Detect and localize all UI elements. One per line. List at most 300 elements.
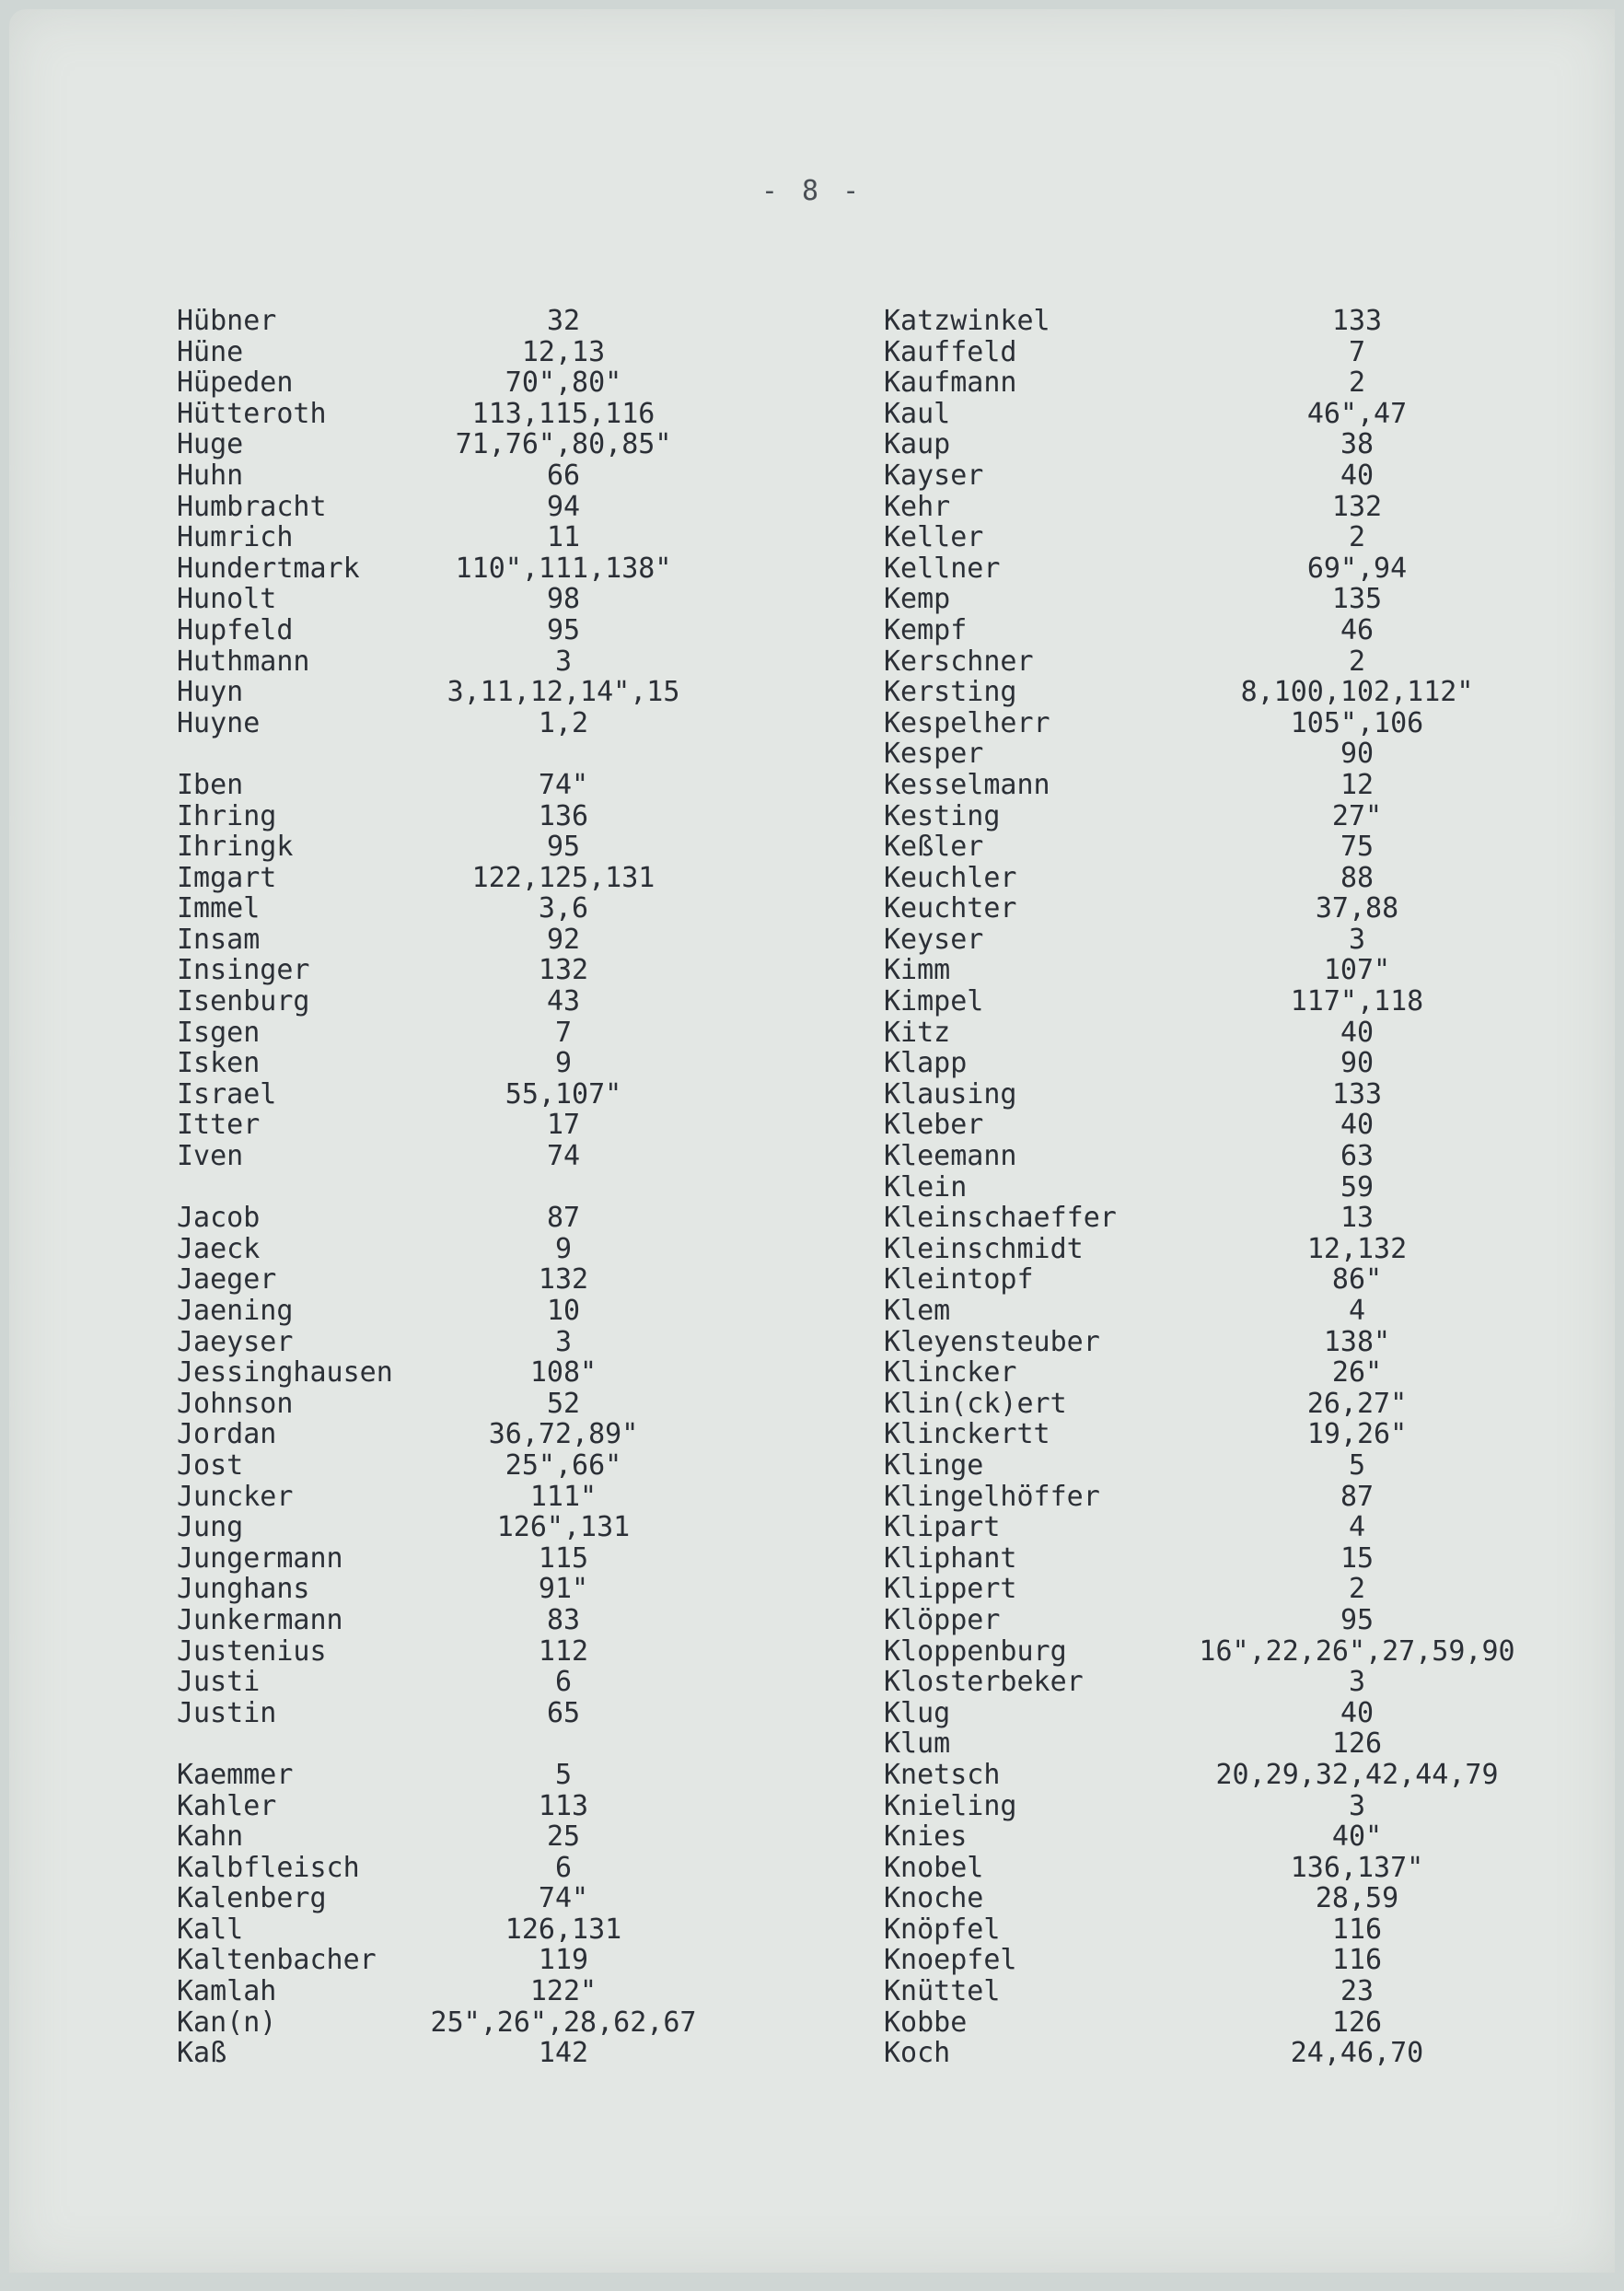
entry-pages: 7	[554, 1016, 573, 1049]
entry-name: Junghans	[177, 1573, 310, 1606]
index-entry	[177, 1419, 692, 1450]
index-entry	[884, 1450, 1528, 1482]
entry-pages: 12,132	[1306, 1232, 1408, 1265]
entry-pages: 117",118	[1290, 985, 1424, 1018]
entry-name: Immel	[177, 892, 261, 925]
entry-name: Knobel	[884, 1851, 984, 1884]
index-entry	[177, 1079, 692, 1111]
index-entry	[884, 429, 1528, 460]
index-column-left	[177, 305, 697, 2070]
index-entry	[177, 1327, 692, 1358]
entry-pages: 122,125,131	[471, 861, 655, 894]
entry-name: Insinger	[177, 954, 310, 987]
index-entry	[884, 1667, 1528, 1698]
entry-name: Justin	[177, 1696, 277, 1729]
index-entry	[884, 1079, 1528, 1111]
entry-pages: 98	[546, 583, 581, 616]
entry-name: Kemp	[884, 583, 951, 616]
index-entry	[884, 1883, 1528, 1914]
entry-name: Hütteroth	[177, 397, 327, 430]
index-entry	[177, 832, 692, 863]
entry-pages: 11	[546, 521, 581, 554]
index-entry	[884, 1357, 1528, 1389]
index-entry	[884, 1543, 1528, 1575]
entry-name: Johnson	[177, 1387, 294, 1420]
entry-name: Humrich	[177, 521, 294, 554]
entry-pages: 28,59	[1315, 1882, 1399, 1915]
entry-pages: 126	[1331, 1727, 1383, 1761]
index-entry	[177, 646, 692, 678]
entry-pages: 2	[1348, 366, 1366, 400]
entry-pages: 136,137"	[1290, 1851, 1424, 1884]
entry-pages: 95	[546, 613, 581, 646]
entry-name: Kaltenbacher	[177, 1944, 377, 1977]
entry-pages: 69",94	[1306, 552, 1408, 585]
entry-name: Jaening	[177, 1295, 294, 1327]
entry-name: Kleintopf	[884, 1263, 1034, 1297]
entry-name: Hübner	[177, 305, 277, 337]
entry-pages: 95	[1340, 1603, 1375, 1636]
entry-pages: 9	[554, 1047, 573, 1080]
index-entry	[884, 2007, 1528, 2039]
index-entry	[177, 615, 692, 646]
entry-pages: 126	[1331, 2006, 1383, 2039]
index-entry	[884, 1821, 1528, 1853]
entry-name: Keuchler	[884, 861, 1017, 894]
index-entry	[884, 1976, 1528, 2007]
index-entry	[884, 1698, 1528, 1729]
index-entry	[177, 708, 692, 739]
entry-name: Keyser	[884, 923, 984, 956]
index-entry	[177, 1636, 692, 1668]
entry-name: Klippert	[884, 1573, 1017, 1606]
entry-pages: 112	[538, 1634, 589, 1668]
index-entry	[884, 1853, 1528, 1884]
index-entry	[177, 1482, 692, 1513]
entry-pages: 38	[1340, 428, 1375, 461]
entry-pages: 12	[1340, 768, 1375, 801]
index-entry	[177, 1821, 692, 1853]
entry-pages: 75	[1340, 831, 1375, 864]
entry-name: Kitz	[884, 1016, 951, 1049]
index-entry	[884, 1512, 1528, 1543]
entry-name: Katzwinkel	[884, 305, 1050, 337]
index-entry	[177, 955, 692, 986]
entry-name: Jung	[177, 1511, 244, 1544]
entry-name: Kaul	[884, 397, 951, 430]
entry-pages: 3	[554, 1325, 573, 1358]
entry-pages: 43	[546, 985, 581, 1018]
index-entry	[177, 1760, 692, 1791]
index-entry	[177, 1574, 692, 1605]
index-entry	[177, 553, 692, 585]
index-entry	[884, 1327, 1528, 1358]
entry-name: Kesper	[884, 738, 984, 771]
entry-name: Klinge	[884, 1448, 984, 1482]
index-entry	[177, 1203, 692, 1234]
index-entry	[884, 399, 1528, 430]
entry-name: Huge	[177, 428, 244, 461]
entry-name: Kaufmann	[884, 366, 1017, 400]
entry-pages: 90	[1340, 738, 1375, 771]
entry-name: Isgen	[177, 1016, 261, 1049]
entry-pages: 92	[546, 923, 581, 956]
index-entry	[884, 770, 1528, 801]
entry-pages: 26"	[1331, 1356, 1383, 1390]
index-entry	[884, 925, 1528, 956]
entry-pages: 108"	[529, 1356, 597, 1390]
entry-name: Jordan	[177, 1418, 277, 1451]
entry-name: Knüttel	[884, 1975, 1001, 2008]
entry-pages: 13	[1340, 1202, 1375, 1235]
entry-pages: 138"	[1323, 1325, 1391, 1358]
entry-pages: 132	[538, 1263, 589, 1297]
entry-name: Juncker	[177, 1480, 294, 1513]
index-entry	[884, 1419, 1528, 1450]
entry-pages: 40	[1340, 459, 1375, 492]
entry-pages: 36,72,89"	[488, 1418, 639, 1451]
index-entry	[177, 399, 692, 430]
entry-name: Knöpfel	[884, 1913, 1001, 1946]
entry-pages: 40	[1340, 1016, 1375, 1049]
document-page	[9, 9, 1615, 2273]
index-entry	[177, 801, 692, 832]
entry-pages: 91"	[538, 1573, 589, 1606]
entry-pages: 9	[554, 1232, 573, 1265]
index-entry	[884, 1574, 1528, 1605]
index-entry	[884, 306, 1528, 337]
entry-pages: 1,2	[538, 706, 589, 739]
entry-pages: 132	[538, 954, 589, 987]
index-entry	[884, 801, 1528, 832]
entry-pages: 5	[1348, 1448, 1366, 1482]
entry-pages: 3	[554, 645, 573, 678]
entry-name: Kimpel	[884, 985, 984, 1018]
entry-pages: 70",80"	[505, 366, 622, 400]
index-entry	[177, 1450, 692, 1482]
entry-name: Kloppenburg	[884, 1634, 1067, 1668]
entry-name: Jaeyser	[177, 1325, 294, 1358]
index-entry	[177, 1667, 692, 1698]
entry-name: Ihring	[177, 799, 277, 832]
entry-name: Kleyensteuber	[884, 1325, 1100, 1358]
index-entry	[177, 522, 692, 553]
index-entry	[884, 832, 1528, 863]
index-entry	[177, 1605, 692, 1636]
entry-name: Kan(n)	[177, 2006, 277, 2039]
index-entry	[884, 1018, 1528, 1049]
entry-name: Isenburg	[177, 985, 310, 1018]
entry-name: Keller	[884, 521, 984, 554]
index-entry	[884, 584, 1528, 615]
index-entry	[884, 1945, 1528, 1976]
entry-name: Jaeck	[177, 1232, 261, 1265]
entry-name: Knoepfel	[884, 1944, 1017, 1977]
entry-name: Kalenberg	[177, 1882, 327, 1915]
entry-name: Klum	[884, 1727, 951, 1761]
entry-name: Klausing	[884, 1077, 1017, 1111]
entry-pages: 122"	[529, 1975, 597, 2008]
entry-pages: 23	[1340, 1975, 1375, 2008]
index-entry	[177, 1110, 692, 1141]
index-entry	[177, 1048, 692, 1079]
index-entry	[177, 1976, 692, 2007]
index-entry	[177, 893, 692, 925]
entry-name: Kahn	[177, 1820, 244, 1854]
index-entry	[177, 1141, 692, 1172]
entry-name: Klipart	[884, 1511, 1001, 1544]
entry-name: Jaeger	[177, 1263, 277, 1297]
entry-name: Kahler	[177, 1789, 277, 1822]
entry-name: Hunolt	[177, 583, 277, 616]
index-entry	[884, 367, 1528, 399]
index-entry	[177, 863, 692, 894]
index-entry	[177, 2006, 697, 2039]
index-entry	[884, 955, 1528, 986]
entry-pages: 52	[546, 1387, 581, 1420]
index-entry	[177, 1883, 692, 1914]
entry-pages: 87	[546, 1202, 581, 1235]
entry-name: Kimm	[884, 954, 951, 987]
entry-name: Kauffeld	[884, 335, 1017, 368]
entry-pages: 142	[538, 2037, 589, 2070]
entry-pages: 133	[1331, 1077, 1383, 1111]
entry-name: Imgart	[177, 861, 277, 894]
entry-pages: 3	[1348, 1666, 1366, 1699]
entry-name: Huthmann	[177, 645, 310, 678]
entry-name: Humbracht	[177, 490, 327, 523]
page-number: - 8 -	[760, 175, 864, 207]
entry-name: Klein	[884, 1170, 968, 1204]
entry-name: Hüne	[177, 335, 244, 368]
entry-name: Justenius	[177, 1634, 327, 1668]
index-entry	[884, 986, 1528, 1018]
entry-pages: 74	[546, 1140, 581, 1173]
entry-name: Klinckertt	[884, 1418, 1050, 1451]
entry-pages: 90	[1340, 1047, 1375, 1080]
entry-pages: 24,46,70	[1290, 2037, 1424, 2070]
entry-name: Kellner	[884, 552, 1001, 585]
index-entry	[884, 492, 1528, 523]
entry-name: Knetsch	[884, 1758, 1001, 1791]
index-entry	[177, 1791, 692, 1822]
index-entry	[884, 615, 1528, 646]
entry-pages: 37,88	[1315, 892, 1399, 925]
entry-pages: 111"	[529, 1480, 597, 1513]
entry-name: Klug	[884, 1696, 951, 1729]
index-entry	[884, 1203, 1528, 1234]
index-entry	[884, 2038, 1528, 2069]
entry-pages: 6	[554, 1666, 573, 1699]
entry-pages: 12,13	[521, 335, 606, 368]
entry-name: Kesselmann	[884, 768, 1050, 801]
index-entry	[177, 306, 692, 337]
index-entry	[884, 863, 1528, 894]
index-entry	[884, 1636, 1528, 1668]
entry-pages: 19,26"	[1306, 1418, 1408, 1451]
entry-pages: 136	[538, 799, 589, 832]
entry-name: Kaup	[884, 428, 951, 461]
index-entry	[177, 1234, 692, 1265]
index-entry	[177, 1512, 692, 1543]
entry-pages: 32	[546, 305, 581, 337]
entry-pages: 25",66"	[505, 1448, 622, 1482]
entry-name: Kaß	[177, 2037, 227, 2070]
index-entry	[884, 1791, 1528, 1822]
entry-name: Klem	[884, 1295, 951, 1327]
index-entry	[177, 1296, 692, 1327]
entry-pages: 40	[1340, 1696, 1375, 1729]
entry-pages: 46	[1340, 613, 1375, 646]
index-entry	[884, 1605, 1528, 1636]
entry-name: Insam	[177, 923, 261, 956]
entry-name: Kliphant	[884, 1541, 1017, 1575]
entry-name: Klapp	[884, 1047, 968, 1080]
index-entry	[177, 1264, 692, 1296]
entry-name: Klin(ck)ert	[884, 1387, 1067, 1420]
entry-pages: 40	[1340, 1109, 1375, 1142]
entry-name: Iven	[177, 1140, 244, 1173]
entry-name: Hundertmark	[177, 552, 360, 585]
index-entry	[884, 1264, 1528, 1296]
entry-name: Kobbe	[884, 2006, 968, 2039]
index-column-right	[884, 306, 1528, 2069]
entry-name: Jungermann	[177, 1541, 343, 1575]
entry-pages: 113	[538, 1789, 589, 1822]
entry-pages: 132	[1331, 490, 1383, 523]
index-entry	[884, 1141, 1528, 1172]
entry-pages: 7	[1348, 335, 1366, 368]
entry-pages: 126",131	[496, 1511, 631, 1544]
entry-pages: 74"	[538, 1882, 589, 1915]
index-entry	[884, 1760, 1528, 1791]
entry-pages: 126,131	[505, 1913, 622, 1946]
index-entry	[884, 1172, 1528, 1204]
entry-name: Jost	[177, 1448, 244, 1482]
entry-pages: 133	[1331, 305, 1383, 337]
index-entry	[884, 337, 1528, 368]
entry-name: Koch	[884, 2037, 951, 2070]
entry-pages: 3,11,12,14",15	[447, 676, 680, 709]
entry-name: Jacob	[177, 1202, 261, 1235]
index-entry	[884, 1389, 1528, 1420]
entry-name: Isken	[177, 1047, 261, 1080]
index-entry	[177, 770, 692, 801]
index-entry	[884, 1110, 1528, 1141]
entry-name: Kleinschaeffer	[884, 1202, 1117, 1235]
entry-name: Keuchter	[884, 892, 1017, 925]
entry-name: Justi	[177, 1666, 261, 1699]
index-entry	[177, 492, 692, 523]
index-entry	[177, 1914, 692, 1946]
index-entry	[884, 1482, 1528, 1513]
entry-name: Klosterbeker	[884, 1666, 1084, 1699]
entry-pages: 87	[1340, 1480, 1375, 1513]
entry-pages: 2	[1348, 521, 1366, 554]
index-entry	[177, 986, 692, 1018]
entry-name: Kalbfleisch	[177, 1851, 360, 1884]
entry-pages: 25	[546, 1820, 581, 1854]
entry-pages: 16",22,26",27,59,90	[1199, 1634, 1515, 1668]
entry-pages: 2	[1348, 645, 1366, 678]
entry-name: Ihringk	[177, 831, 294, 864]
entry-pages: 2	[1348, 1573, 1366, 1606]
entry-pages: 10	[546, 1295, 581, 1327]
entry-name: Kaemmer	[177, 1758, 294, 1791]
index-entry	[884, 677, 1528, 708]
index-entry	[884, 1914, 1528, 1946]
entry-pages: 40"	[1331, 1820, 1383, 1854]
entry-pages: 115	[538, 1541, 589, 1575]
index-entry	[884, 1234, 1528, 1265]
entry-pages: 113,115,116	[471, 397, 655, 430]
entry-pages: 3	[1348, 1789, 1366, 1822]
entry-pages: 94	[546, 490, 581, 523]
entry-pages: 4	[1348, 1511, 1366, 1544]
index-entry	[177, 367, 692, 399]
entry-pages: 88	[1340, 861, 1375, 894]
entry-pages: 46",47	[1306, 397, 1408, 430]
entry-name: Kamlah	[177, 1975, 277, 2008]
index-entry	[177, 460, 692, 492]
entry-name: Kall	[177, 1913, 244, 1946]
entry-pages: 4	[1348, 1295, 1366, 1327]
entry-pages: 55,107"	[505, 1077, 622, 1111]
entry-pages: 135	[1331, 583, 1383, 616]
entry-name: Kempf	[884, 613, 968, 646]
index-entry	[177, 429, 692, 460]
entry-name: Jessinghausen	[177, 1356, 393, 1390]
index-entry	[884, 1296, 1528, 1327]
index-entry	[884, 1048, 1528, 1079]
entry-pages: 27"	[1331, 799, 1383, 832]
entry-name: Huhn	[177, 459, 244, 492]
entry-pages: 63	[1340, 1140, 1375, 1173]
entry-name: Kleber	[884, 1109, 984, 1142]
index-entry	[177, 1945, 692, 1976]
entry-name: Knies	[884, 1820, 968, 1854]
index-entry	[177, 1357, 692, 1389]
entry-name: Huyne	[177, 706, 261, 739]
entry-name: Kleinschmidt	[884, 1232, 1084, 1265]
entry-pages: 83	[546, 1603, 581, 1636]
entry-pages: 17	[546, 1109, 581, 1142]
entry-pages: 110",111,138"	[455, 552, 672, 585]
index-entry	[884, 1728, 1528, 1760]
entry-pages: 59	[1340, 1170, 1375, 1204]
entry-name: Kayser	[884, 459, 984, 492]
entry-name: Kespelherr	[884, 706, 1050, 739]
entry-pages: 20,29,32,42,44,79	[1215, 1758, 1499, 1791]
entry-name: Hüpeden	[177, 366, 294, 400]
entry-name: Kleemann	[884, 1140, 1017, 1173]
entry-name: Junkermann	[177, 1603, 343, 1636]
entry-pages: 116	[1331, 1913, 1383, 1946]
entry-pages: 66	[546, 459, 581, 492]
entry-pages: 119	[538, 1944, 589, 1977]
entry-pages: 5	[554, 1758, 573, 1791]
entry-pages: 107"	[1323, 954, 1391, 987]
entry-pages: 74"	[538, 768, 589, 801]
entry-pages: 86"	[1331, 1263, 1383, 1297]
entry-pages: 95	[546, 831, 581, 864]
entry-name: Israel	[177, 1077, 277, 1111]
entry-pages: 15	[1340, 1541, 1375, 1575]
entry-name: Iben	[177, 768, 244, 801]
entry-pages: 65	[546, 1696, 581, 1729]
index-entry	[177, 1698, 692, 1729]
entry-name: Kehr	[884, 490, 951, 523]
